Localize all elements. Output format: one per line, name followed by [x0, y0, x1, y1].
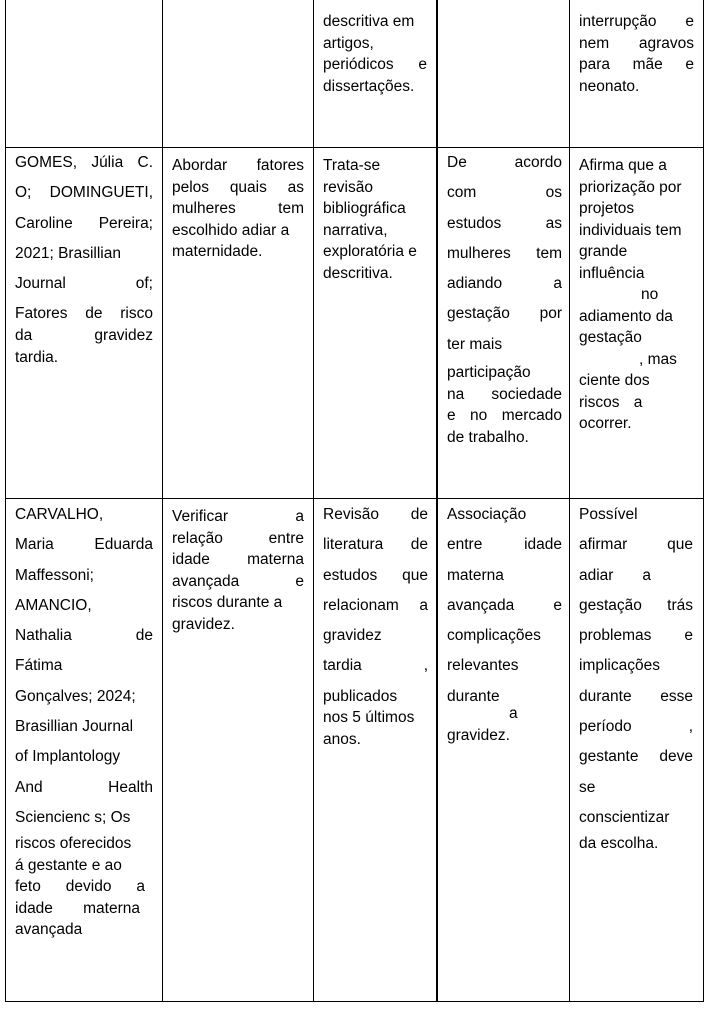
cell-line: escolhido adiar a: [172, 221, 290, 239]
cell-line: influência: [579, 264, 645, 282]
cell-line: Revisão de: [323, 506, 428, 523]
cell-line: relação entre: [172, 529, 304, 547]
cell-line: implicações: [579, 657, 660, 675]
cell-line: da gravidez: [15, 327, 153, 345]
cell-line: O; DOMINGUETI,: [15, 184, 153, 202]
cell-line: Journal of;: [15, 275, 153, 293]
cell-line: no: [641, 286, 659, 303]
cell-line: literatura de: [323, 536, 428, 554]
cell-line: ter mais: [447, 335, 503, 353]
cell-line: adiar a: [579, 566, 651, 584]
cell-line: avançada: [15, 921, 83, 939]
cell-line: tardia.: [15, 349, 59, 367]
cell-line: Maria Eduarda: [15, 536, 153, 554]
cell-line: descritiva em: [323, 13, 415, 30]
cell-line: avançada e: [172, 572, 304, 590]
row2-method-cell: [323, 155, 429, 284]
method-compact-lines: [323, 686, 428, 751]
cell-line: nem agravos: [579, 34, 694, 52]
cell-line: feto devido a: [15, 878, 145, 896]
cell-line: GOMES, Júlia C.: [15, 154, 153, 171]
cell-line: gestação trás: [579, 596, 693, 614]
cell-line: complicações: [447, 627, 541, 645]
cell-line: e no mercado: [447, 407, 562, 425]
cell-line: materna: [447, 566, 504, 584]
table-border-left: [5, 0, 6, 1002]
table-border-bottom: [5, 1001, 704, 1002]
results-spaced-lines: [447, 148, 562, 360]
cell-line: , mas: [639, 350, 677, 368]
cell-line: artigos,: [323, 34, 374, 52]
cell-line: idade materna: [15, 899, 140, 917]
cell-line: avançada e: [447, 596, 562, 614]
cell-line: Caroline Pereira;: [15, 214, 153, 232]
cell-line: Brasillian Journal: [15, 718, 134, 736]
cell-line: descritiva.: [323, 264, 393, 282]
cell-line: á gestante e ao: [15, 856, 122, 874]
table-divider-col4: [569, 0, 570, 1002]
cell-line: gestante deve: [579, 748, 693, 766]
cell-line: riscos durante a: [172, 594, 283, 611]
cell-line: dissertações.: [323, 77, 415, 95]
cell-line: CARVALHO,: [15, 506, 104, 523]
cell-line: Nathalia de: [15, 627, 153, 645]
cell-line: estudos as: [447, 214, 562, 232]
row3-method-cell: [323, 500, 428, 750]
cell-line: Sciencienc s; Os: [15, 808, 131, 826]
cell-line: gravidez.: [172, 615, 235, 633]
row3-conclusion-cell: [579, 500, 693, 855]
cell-line: periódicos e: [323, 56, 427, 73]
cell-line: revisão: [323, 178, 373, 196]
cell-line: ocorrer.: [579, 415, 632, 432]
cell-line: entre idade: [447, 536, 562, 554]
cell-line: período ,: [579, 718, 693, 736]
cell-line: idade materna: [172, 551, 304, 568]
cell-line: priorização por: [579, 178, 682, 196]
cell-line: da escolha.: [579, 835, 659, 853]
row2-reference-cell: [15, 148, 153, 369]
cell-line: Possível: [579, 506, 638, 523]
reference-spaced-lines: [15, 500, 153, 833]
row1-method-cell: [323, 11, 427, 97]
table-divider-col3: [436, 0, 438, 1002]
cell-line: adiando a: [447, 275, 562, 293]
cell-line: Fatores de risco: [15, 305, 153, 323]
cell-line: afirmar que: [579, 536, 693, 554]
cell-line: na sociedade: [447, 385, 562, 403]
cell-line: Maffessoni;: [15, 566, 94, 584]
row3-results-cell: [447, 500, 562, 746]
row1-conclusion-cell: [579, 11, 694, 97]
cell-line: Trata-se: [323, 157, 381, 174]
cell-line: gravidez: [323, 627, 382, 645]
cell-line: narrativa,: [323, 221, 388, 239]
cell-line: durante: [447, 687, 500, 705]
row3-reference-cell: [15, 500, 153, 941]
cell-line: Fátima: [15, 657, 63, 675]
results-spaced-lines: [447, 500, 562, 712]
results-compact-lines: [447, 362, 562, 448]
table-border-right: [703, 0, 704, 1002]
cell-line: gestação por: [447, 305, 562, 323]
cell-line: Gonçalves; 2024;: [15, 687, 136, 705]
cell-line: Associação: [447, 506, 527, 523]
cell-line: exploratória e: [323, 243, 417, 260]
cell-line: mulheres tem: [447, 244, 562, 262]
cell-line: mulheres tem: [172, 200, 304, 217]
cell-line: projetos: [579, 200, 635, 217]
cell-line: anos.: [323, 730, 361, 748]
cell-line: estudos que: [323, 566, 428, 584]
table-row-divider-2: [5, 498, 704, 499]
cell-line: publicados: [323, 687, 398, 705]
cell-line: ciente dos: [579, 372, 650, 389]
reference-compact-lines: [15, 833, 153, 941]
cell-line: 2021; Brasillian: [15, 244, 121, 262]
table-divider-col1: [162, 0, 163, 1002]
cell-line: De acordo: [447, 154, 562, 171]
table-divider-col2: [313, 0, 314, 1002]
cell-line: participação: [447, 364, 531, 382]
cell-line: problemas e: [579, 627, 693, 645]
cell-line: para mãe e: [579, 56, 694, 73]
cell-line: se: [579, 778, 596, 796]
cell-line: interrupção e: [579, 13, 694, 30]
cell-line: riscos a: [579, 393, 643, 411]
cell-line: individuais tem: [579, 221, 682, 239]
cell-line: durante esse: [579, 687, 693, 705]
cell-line: grande: [579, 243, 628, 260]
cell-line: Abordar fatores: [172, 157, 304, 174]
cell-line: a: [509, 705, 518, 723]
row2-conclusion-cell: [579, 155, 697, 435]
row2-results-cell: [447, 148, 562, 448]
cell-line: adiamento da: [579, 307, 673, 325]
cell-line: riscos oferecidos: [15, 835, 132, 853]
cell-line: pelos quais as: [172, 178, 304, 196]
cell-line: conscientizar: [579, 808, 670, 826]
cell-line: gestação: [579, 329, 642, 346]
cell-line: And Health: [15, 778, 153, 796]
row3-objective-cell: [172, 506, 304, 635]
cell-line: maternidade.: [172, 243, 263, 260]
cell-line: AMANCIO,: [15, 596, 92, 614]
cell-line: Afirma que a: [579, 157, 667, 174]
cell-line: tardia ,: [323, 657, 428, 675]
cell-line: bibliográfica: [323, 200, 406, 217]
method-spaced-lines: [323, 500, 428, 682]
cell-line: nos 5 últimos: [323, 709, 415, 727]
cell-line: de trabalho.: [447, 428, 529, 446]
cell-line: com os: [447, 184, 562, 202]
row2-objective-cell: [172, 155, 304, 263]
cell-line: Verificar a: [172, 508, 304, 525]
cell-line: of Implantology: [15, 748, 121, 766]
cell-line: gravidez.: [447, 726, 510, 744]
cell-line: neonato.: [579, 77, 640, 95]
cell-line: relevantes: [447, 657, 519, 675]
cell-line: relacionam a: [323, 596, 428, 614]
